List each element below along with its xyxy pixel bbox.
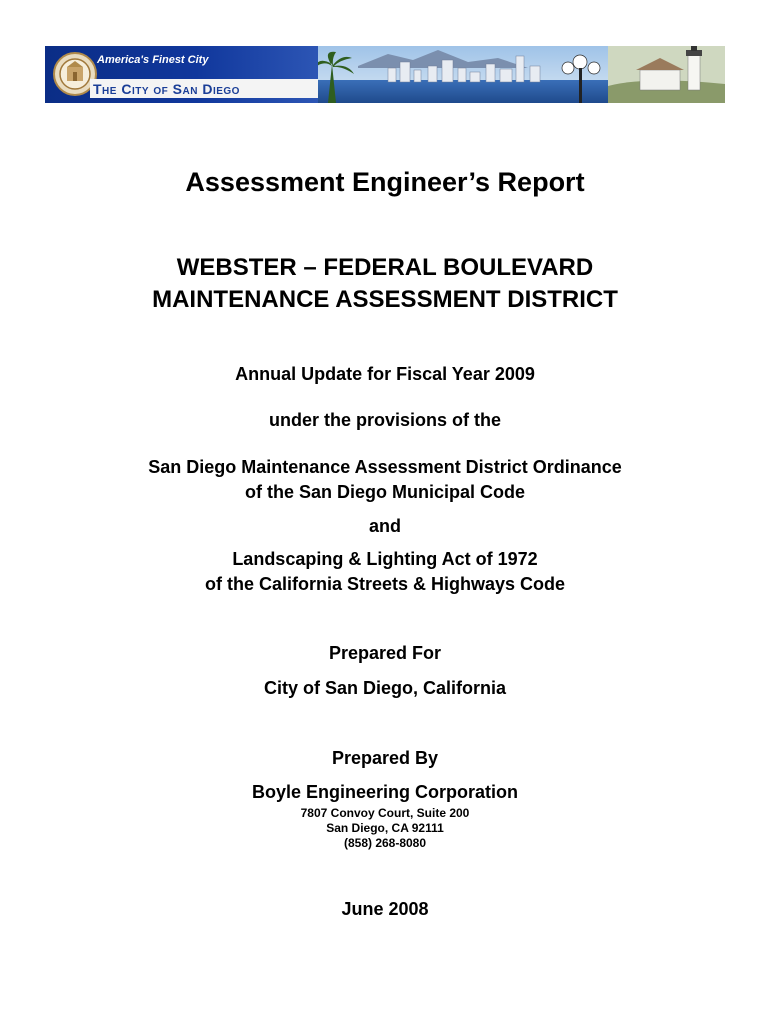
banner-city-name: The City of San Diego: [93, 81, 240, 97]
skyline-photo: [318, 46, 725, 103]
address-line2: San Diego, CA 92111: [326, 821, 444, 835]
act-reference: [0, 547, 770, 597]
act-line2: of the California Streets & Highways Code: [204, 574, 566, 594]
prepared-for-name: City of San Diego, California: [263, 678, 507, 698]
conjunction-text: and: [368, 516, 401, 536]
district-name-line2: MAINTENANCE ASSESSMENT DISTRICT: [152, 286, 618, 313]
report-title: Assessment Engineer’s Report: [185, 167, 585, 197]
phone-number: (858) 268-8080: [343, 836, 427, 850]
ordinance-reference: [0, 455, 770, 505]
district-name: [0, 252, 770, 316]
annual-update: Annual Update for Fiscal Year 2009: [235, 364, 535, 384]
provisions-text: under the provisions of the: [268, 410, 501, 430]
address-line1: 7807 Convoy Court, Suite 200: [300, 806, 470, 820]
prepared-for-label: Prepared For: [328, 643, 442, 663]
header-banner: [45, 46, 725, 103]
report-date: June 2008: [341, 899, 429, 919]
act-line1: Landscaping & Lighting Act of 1972: [232, 549, 538, 569]
ordinance-line1: San Diego Maintenance Assessment District Ordinance: [148, 457, 622, 477]
ordinance-line2: of the San Diego Municipal Code: [244, 482, 525, 502]
banner-tagline: America's Finest City: [97, 54, 209, 66]
prepared-by-label: Prepared By: [331, 748, 439, 768]
prepared-by-name: Boyle Engineering Corporation: [251, 782, 519, 802]
district-name-line1: WEBSTER – FEDERAL BOULEVARD: [176, 254, 594, 281]
